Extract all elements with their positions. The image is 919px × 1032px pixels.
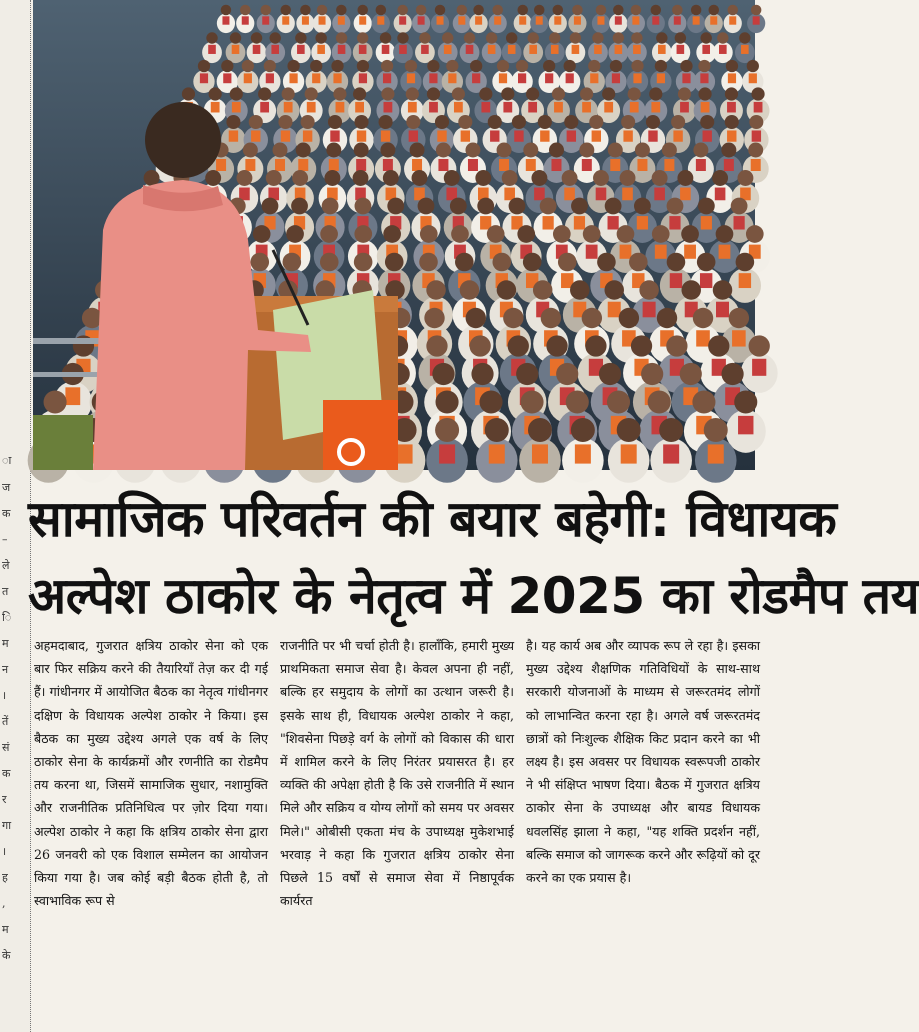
strip-char: न: [2, 663, 9, 676]
photo-illustration: [33, 0, 755, 470]
adjacent-column-strip: [0, 0, 31, 1032]
strip-char: त: [2, 585, 9, 598]
strip-char: के: [2, 949, 11, 962]
article-text: अहमदाबाद, गुजरात क्षत्रिय ठाकोर सेना को एक बार फिर सक्रिय करने की तैयारियाँ तेज़ कर दी गई हैं। गांधीनगर में आयोजित बैठक का नेतृत्व गांधीनगर दक्षिण के विधायक अल्पेश ठाकोर ने किया। इस बैठक का मुख्य उद्देश्य अगले एक वर्ष के लिए ठाकोर सेना के कार्यक्रमों और रणनीति का रोडमैप तय करना था, जिसमें सामाजिक सुधार, नशामुक्ति और राजनीतिक प्रतिनिधित्व पर ज़ोर दिया गया। अल्पेश ठाकोर ने कहा कि क्षत्रिय ठाकोर सेना द्वारा 26 जनवरी को एक विशाल सम्मेलन का आयोजन किया गया है। जब कोई बड़ी बैठक होती है, तो स्वाभाविक रूप से: [34, 638, 268, 909]
strip-char: तें: [2, 715, 9, 728]
news-photo: [33, 0, 755, 470]
strip-char: ह: [2, 871, 8, 884]
article-body: [34, 634, 760, 1026]
article-column-3: [526, 634, 760, 1026]
strip-char: –: [2, 533, 8, 546]
article-column-1: [34, 634, 268, 1026]
strip-char: सं: [2, 741, 10, 754]
article-column-2: [280, 634, 514, 1026]
headline-line-1: सामाजिक परिवर्तन की बयार बहेगी: विधायक: [28, 490, 837, 548]
strip-char: ले: [2, 559, 10, 572]
speaker-hair: [145, 102, 221, 178]
strip-char: गा: [2, 819, 12, 832]
strip-char: ज: [2, 481, 11, 494]
article-text: है। यह कार्य अब और व्यापक रूप ले रहा है। इसका मुख्य उद्देश्य शैक्षणिक गतिविधियों के साथ-साथ सरकारी योजनाओं के माध्यम से जरूरतमंद लोगों को लाभान्वित करना रहा है। अगले वर्ष जरूरतमंद छात्रों को निःशुल्क शैक्षिक किट प्रदान करने का भी लक्ष्य है। इस अवसर पर विधायक स्वरूपजी ठाकोर ने भी संक्षिप्त भाषण दिया। बैठक में गुजरात क्षत्रिय ठाकोर सेना के उपाध्यक्ष और बायड विधायक धवलसिंह झाला ने कहा, "यह शक्ति प्रदर्शन नहीं, बल्कि समाज को जागरूक करने और रूढ़ियों को दूर करने का एक प्रयास है।: [526, 638, 760, 886]
strip-char: क: [2, 507, 11, 520]
strip-char: ा: [2, 454, 12, 467]
strip-char: र: [2, 793, 7, 806]
strip-char: ि: [2, 611, 12, 624]
strip-char: ,: [2, 897, 6, 910]
strip-char: म: [2, 923, 9, 936]
strip-char: क: [2, 767, 11, 780]
article-text: राजनीति पर भी चर्चा होती है। हालाँकि, हमारी मुख्य प्राथमिकता समाज सेवा है। केवल अपना ही नहीं, बल्कि हर समुदाय के लोगों का उत्थान जरूरी है। इसके साथ ही, विधायक अल्पेश ठाकोर ने कहा, "शिवसेना पिछड़े वर्ग के लोगों को विकास की धारा में शामिल करने के लिए निरंतर प्रयासरत है। हर व्यक्ति की अपेक्षा होती है कि उसे राजनीति में स्थान मिले और सक्रिय व योग्य लोगों को समय पर अवसर मिले।" ओबीसी एकता मंच के उपाध्यक्ष मुकेशभाई भरवाड़ ने कहा कि गुजरात क्षत्रिय ठाकोर सेना पिछले 15 वर्षों से समाज सेवा में निष्ठापूर्वक कार्यरत: [280, 638, 514, 909]
strip-char: ।: [2, 845, 7, 858]
headline-line-2: अल्पेश ठाकोर के नेतृत्व में 2025 का रोडमैप तय: [28, 567, 919, 625]
strip-char: ।: [2, 689, 7, 702]
strip-char: म: [2, 637, 9, 650]
